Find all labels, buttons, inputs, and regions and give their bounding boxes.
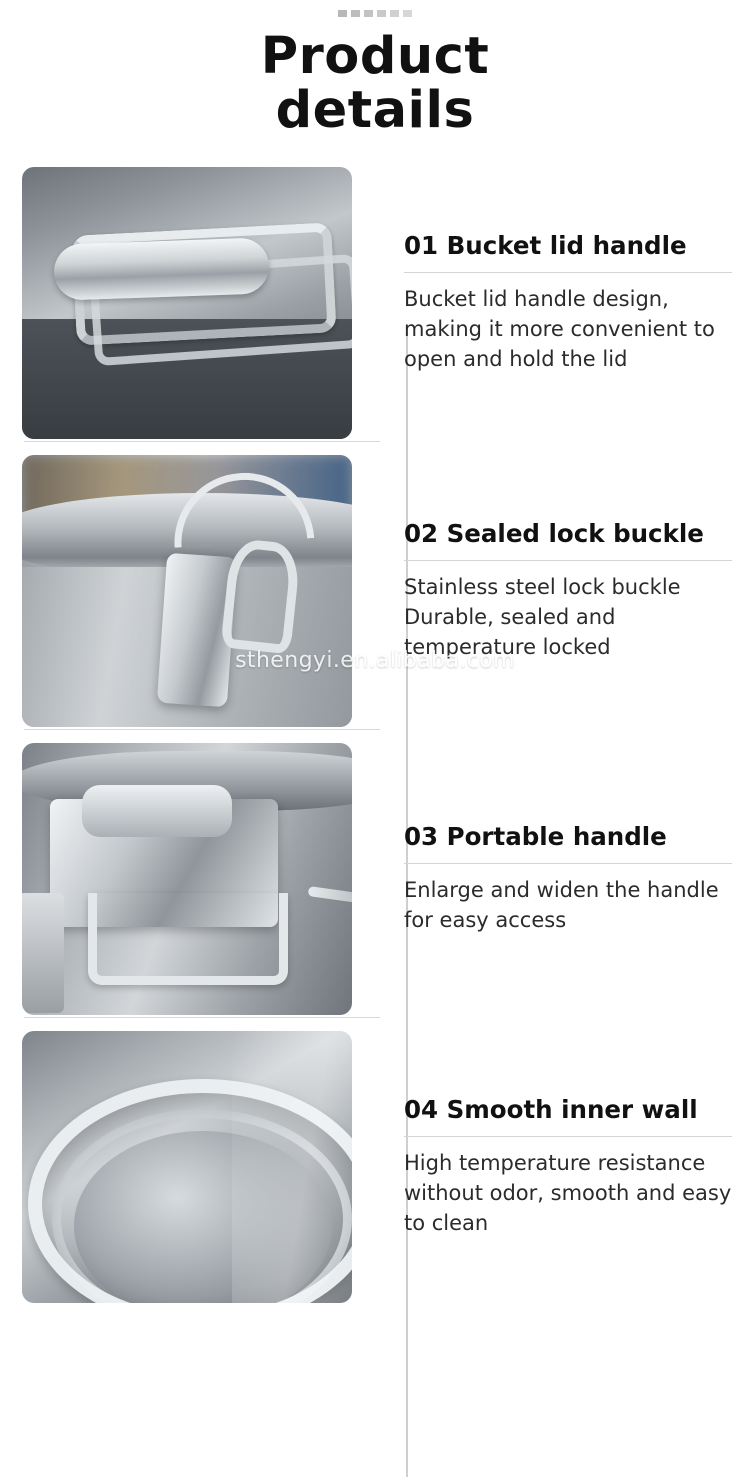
- text-column-3: [368, 735, 750, 1023]
- item-description-3: Enlarge and widen the handle for easy access: [404, 878, 719, 933]
- dot-6: [403, 10, 412, 17]
- detail-row-3: [0, 735, 750, 1023]
- photo-column-1: [0, 159, 368, 447]
- dot-5: [390, 10, 399, 17]
- detail-row-1: [0, 159, 750, 447]
- item-title-3: 03 Portable handle: [404, 822, 667, 852]
- photo3-side-tab: [22, 893, 64, 1013]
- dot-4: [377, 10, 386, 17]
- item-title-2: 02 Sealed lock buckle: [404, 519, 704, 549]
- detail-row-2: [0, 447, 750, 735]
- dot-1: [338, 10, 347, 17]
- photo-column-2: [0, 447, 368, 735]
- watermark-text: sthengyi.en.alibaba.com: [235, 648, 515, 673]
- text-column-4: [368, 1023, 750, 1311]
- decorative-dots: [0, 10, 750, 17]
- sealed-lock-buckle-photo: [22, 455, 352, 727]
- photo-separator-1: [24, 441, 380, 442]
- item-divider-2: [404, 560, 732, 561]
- item-title-4: 04 Smooth inner wall: [404, 1095, 698, 1125]
- detail-row-4: [0, 1023, 750, 1311]
- item-divider-4: [404, 1136, 732, 1137]
- item-divider-1: [404, 272, 732, 273]
- photo-column-4: [0, 1023, 368, 1311]
- item-description-1: Bucket lid handle design, making it more convenient to open and hold the lid: [404, 287, 715, 371]
- photo3-handle-loop: [88, 893, 288, 985]
- photo4-gloss-highlight: [232, 1031, 352, 1303]
- portable-handle-photo: [22, 743, 352, 1015]
- smooth-inner-wall-photo: [22, 1031, 352, 1303]
- dot-3: [364, 10, 373, 17]
- text-column-1: [368, 159, 750, 447]
- product-detail-list: [0, 159, 750, 1311]
- photo3-rod: [308, 886, 352, 906]
- item-divider-3: [404, 863, 732, 864]
- bucket-lid-handle-photo: [22, 167, 352, 439]
- photo-separator-3: [24, 1017, 380, 1018]
- page-title-line-1: Product: [260, 27, 490, 86]
- item-description-2: Stainless steel lock buckle Durable, sealed and temperature locked: [404, 575, 681, 659]
- text-column-2: [368, 447, 750, 735]
- photo1-grip-bar: [53, 237, 270, 300]
- photo-separator-2: [24, 729, 380, 730]
- page-header: [0, 0, 750, 141]
- photo3-bracket-upper: [82, 785, 232, 837]
- page-title-line-2: details: [275, 81, 475, 141]
- item-title-1: 01 Bucket lid handle: [404, 231, 687, 261]
- dot-2: [351, 10, 360, 17]
- item-description-4: High temperature resistance without odor, smooth and easy to clean: [404, 1151, 732, 1235]
- photo-column-3: [0, 735, 368, 1023]
